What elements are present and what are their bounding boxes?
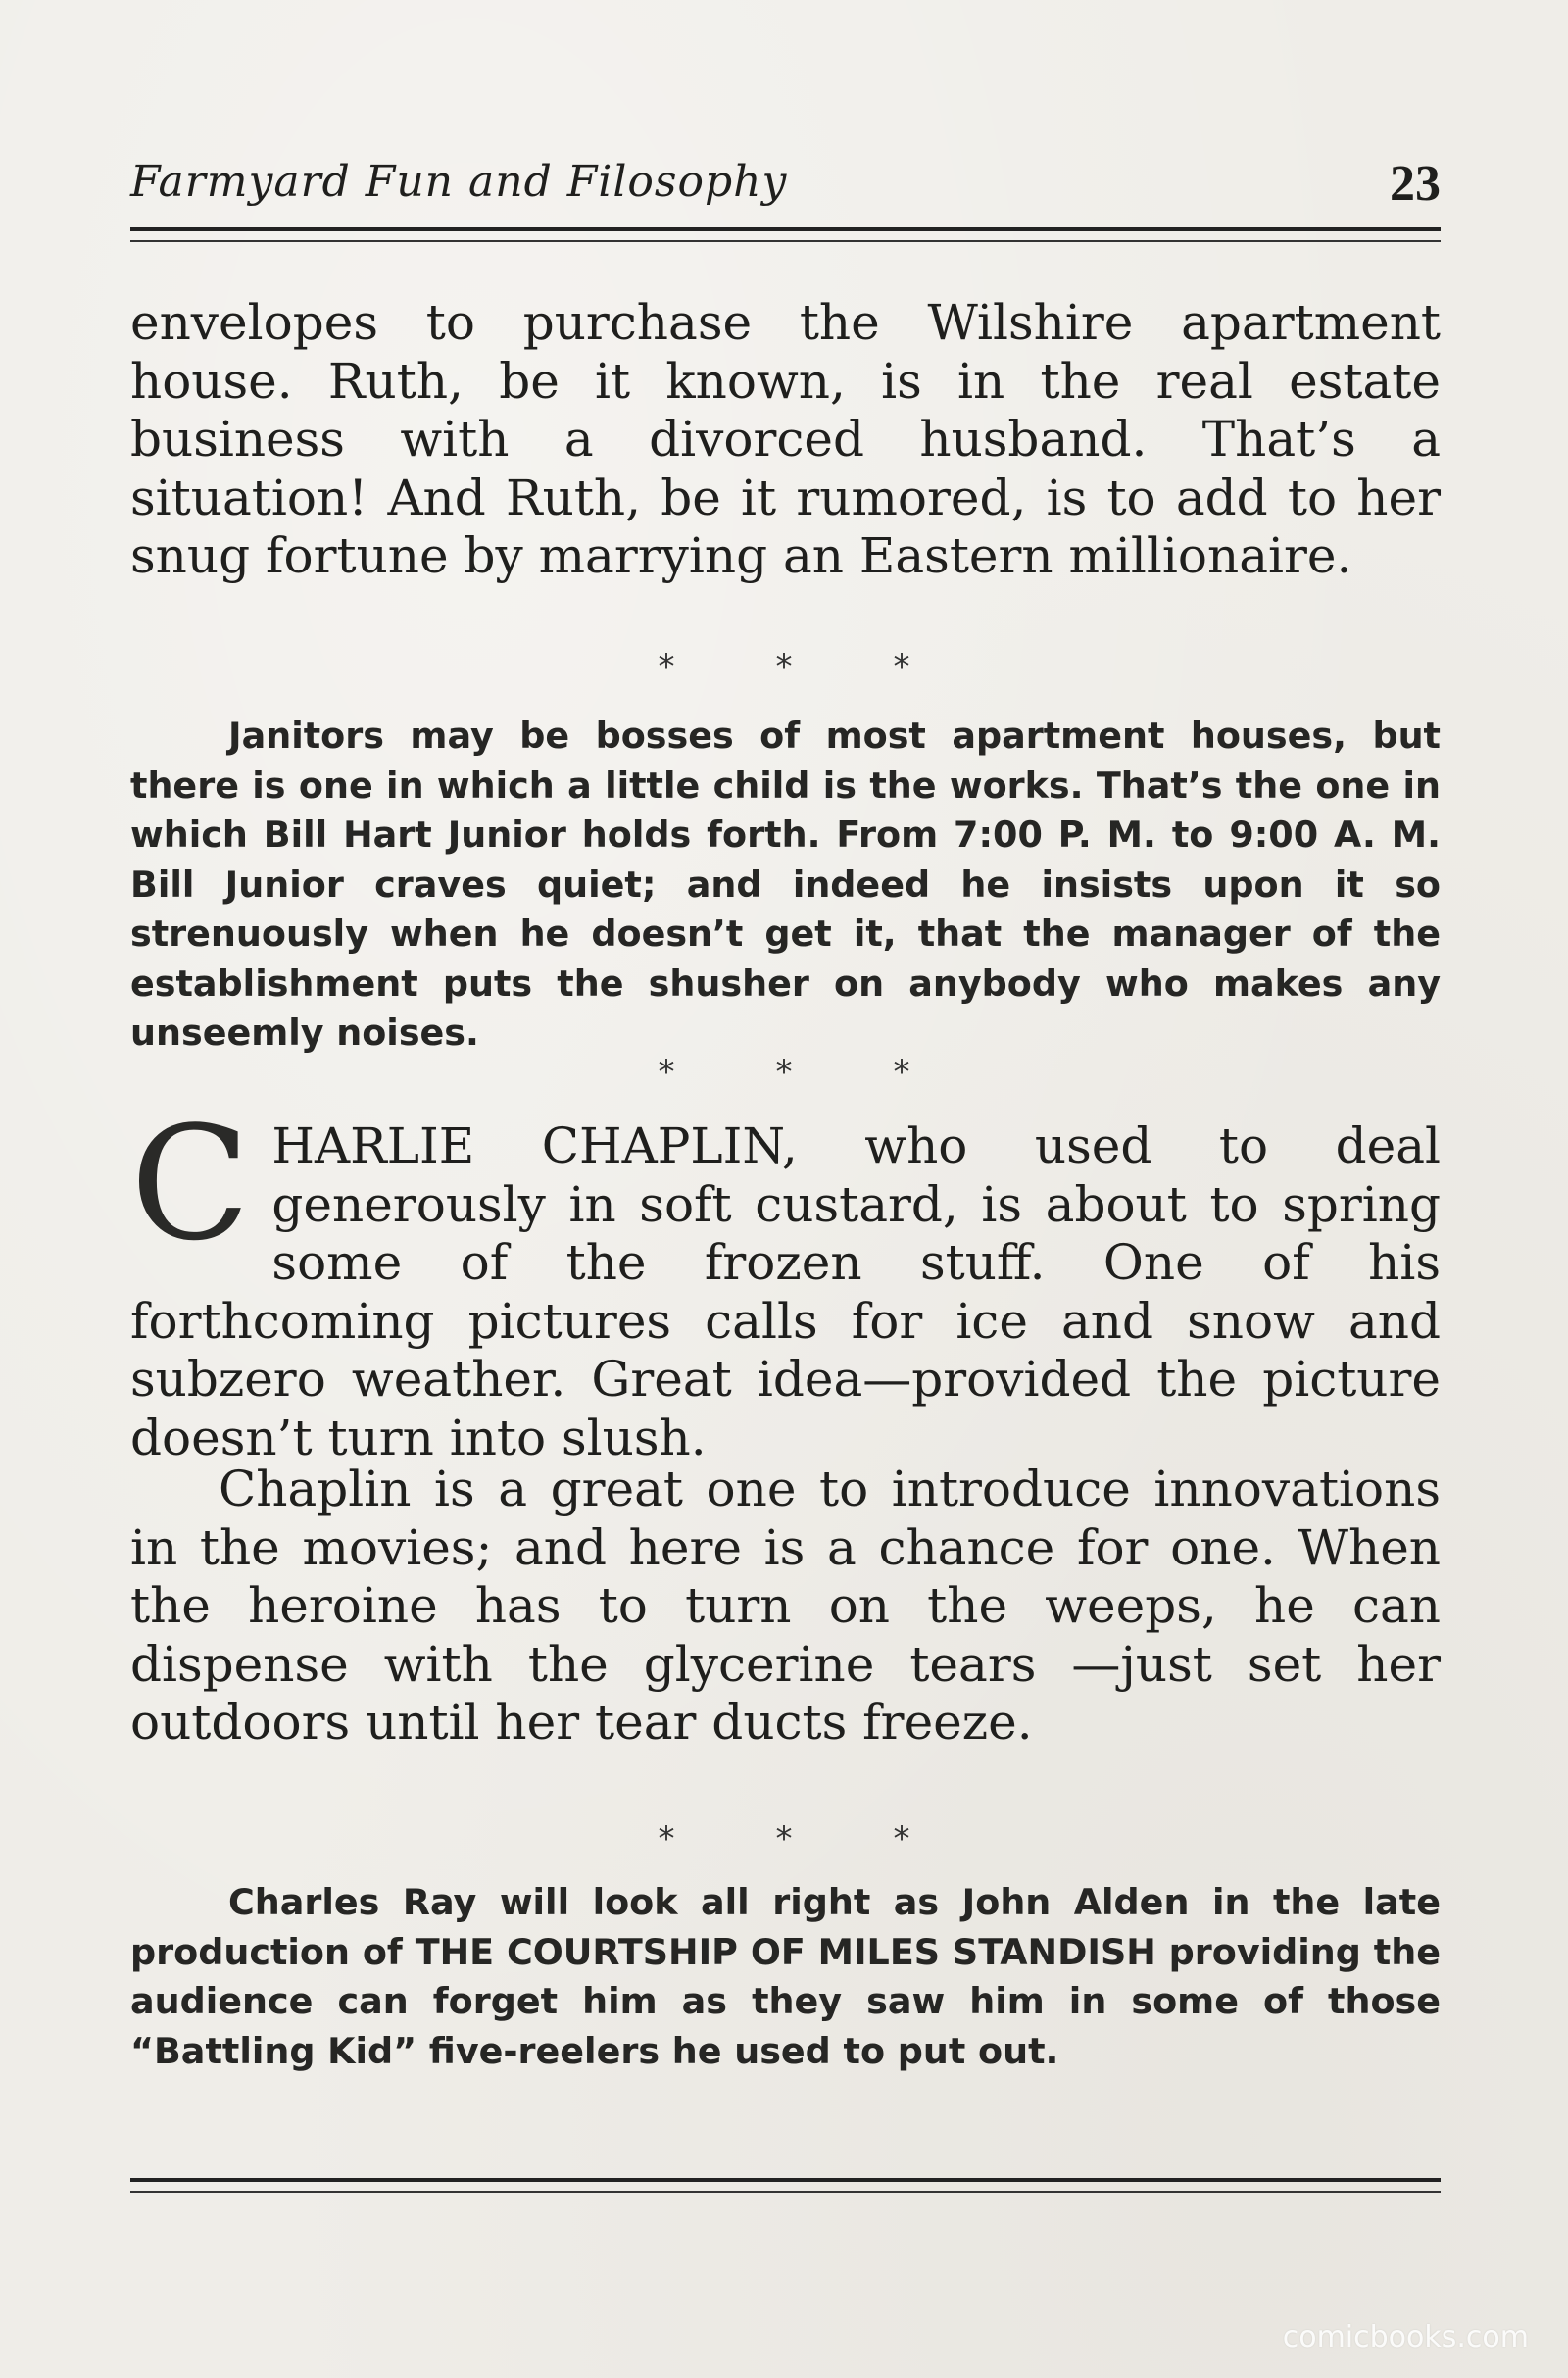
paragraph-wilshire: envelopes to purchase the Wilshire apartment house. Ruth, be it known, is in the real estate business with a divorced husband. That’s a situation! And Ruth, be it rumored, is to add to her snug fortune by marrying an Eastern millionaire. xyxy=(130,294,1441,584)
asterisk: * xyxy=(893,1819,910,1858)
asterisk: * xyxy=(658,647,675,686)
section-separator xyxy=(647,1053,921,1092)
paragraph-chaplin-text: HARLIE CHAPLIN, who used to deal generously in soft custard, is about to spring some of the frozen stuff. One of his forthcoming pictures calls for ice and snow and subzero weather. Great idea—provided the picture doesn’t turn into slush. xyxy=(130,1117,1441,1466)
running-head: Farmyard Fun and Filosophy xyxy=(130,157,788,207)
asterisk: * xyxy=(775,647,793,686)
page-header xyxy=(130,157,1441,216)
asterisk: * xyxy=(775,1053,793,1092)
section-separator xyxy=(647,647,921,686)
drop-cap: C xyxy=(130,1092,251,1275)
section-separator xyxy=(647,1819,921,1858)
asterisk: * xyxy=(658,1819,675,1858)
paragraph-chaplin-innovations: Chaplin is a great one to introduce innovations in the movies; and here is a chance for one. When the heroine has to turn on the weeps, he can dispense with the glycerine tears —just set her outdoors until her tear ducts freeze. xyxy=(130,1461,1441,1751)
paragraph-charles-ray: Charles Ray will look all right as John Alden in the late production of THE COURTSHIP OF MILES STANDISH providing the audience can forget him as they saw him in some of those “Battling Kid” five-reelers he used to put out. xyxy=(130,1881,1441,2072)
header-rule xyxy=(130,227,1441,238)
paragraph-janitors: Janitors may be bosses of most apartment houses, but there is one in which a little child is the works. That’s the one in which Bill Hart Junior holds forth. From 7:00 P. M. to 9:00 A. M. Bill Junior craves quiet; and indeed he insists upon it so strenuously when he doesn’t get it, that the manager of the establishment puts the shusher on anybody who makes any unseemly noises. xyxy=(130,715,1441,1054)
asterisk: * xyxy=(658,1053,675,1092)
asterisk: * xyxy=(893,647,910,686)
page-number: 23 xyxy=(1390,156,1441,212)
footer-rule xyxy=(130,2178,1441,2189)
paragraph-chaplin-frozen xyxy=(130,1092,1441,1467)
asterisk: * xyxy=(775,1819,793,1858)
watermark: comicbooks.com xyxy=(1282,2320,1529,2354)
asterisk: * xyxy=(893,1053,910,1092)
